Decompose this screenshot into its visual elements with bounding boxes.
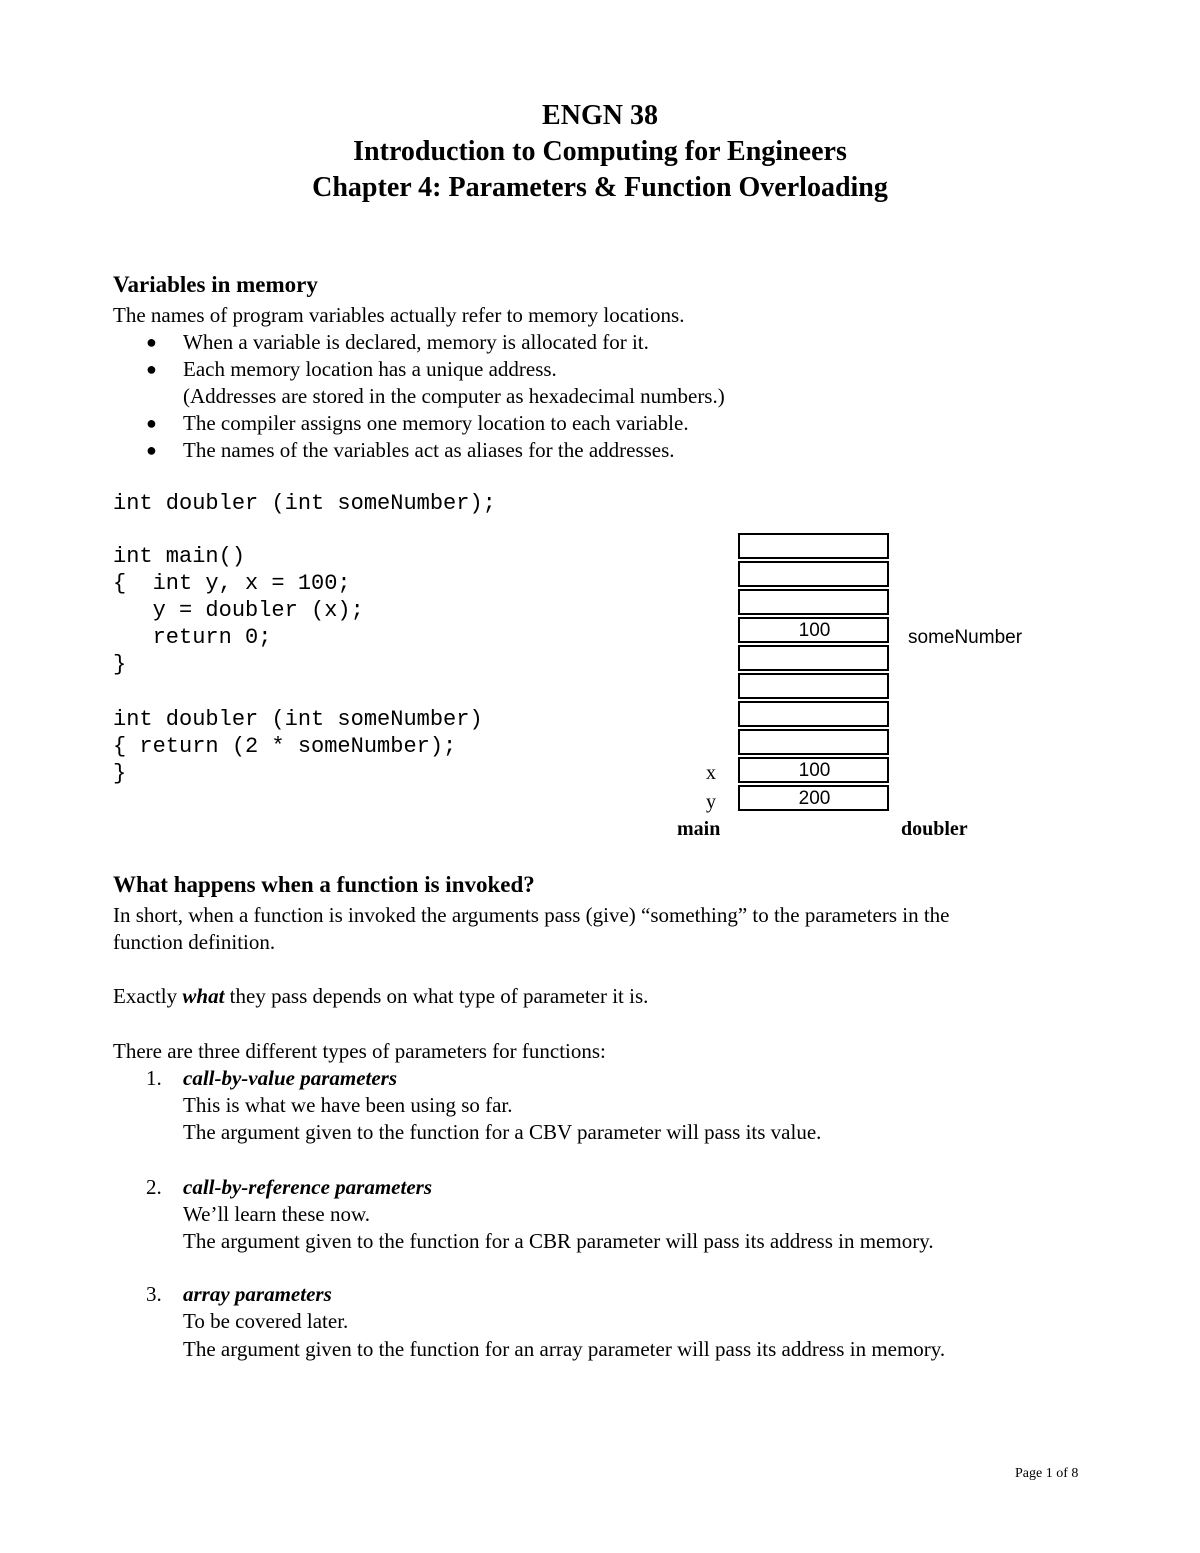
memory-cell (738, 533, 889, 559)
section2-para1: In short, when a function is invoked the arguments pass (give) “something” to the parameters in the (113, 903, 950, 927)
code-line: return 0; (113, 625, 272, 650)
section2-para2: Exactly what they pass depends on what type of parameter it is. (113, 984, 649, 1008)
code-line: int doubler (int someNumber) (113, 707, 483, 732)
list-item-line: The argument given to the function for a CBV parameter will pass its value. (183, 1120, 822, 1144)
code-line: } (113, 761, 127, 786)
list-item-line: We’ll learn these now. (183, 1202, 371, 1226)
section2-para1-cont: function definition. (113, 930, 276, 954)
section1-intro: The names of program variables actually refer to memory locations. (113, 303, 685, 327)
list-item-line: The argument given to the function for an array parameter will pass its address in memory. (183, 1337, 946, 1361)
bullet-item: When a variable is declared, memory is allocated for it. (183, 330, 649, 354)
list-number: 3. (146, 1282, 162, 1306)
bullet-item: Each memory location has a unique address. (183, 357, 557, 381)
list-item-title: call-by-value parameters (183, 1066, 398, 1090)
section-heading-invoked: What happens when a function is invoked? (113, 872, 535, 897)
bullet-icon: ● (146, 413, 157, 433)
code-line: y = doubler (x); (113, 598, 364, 623)
code-line: int main() (113, 544, 246, 569)
section2-para3: There are three different types of parameters for functions: (113, 1039, 606, 1063)
list-item-title: array parameters (183, 1282, 332, 1306)
bullet-icon: ● (146, 332, 157, 352)
main-label: main (677, 818, 721, 840)
x-label: x (706, 762, 716, 784)
code-line: { int y, x = 100; (113, 571, 351, 596)
memory-cell (738, 729, 889, 755)
memory-cell (738, 561, 889, 587)
bullet-item: The names of the variables act as aliases for the addresses. (183, 438, 675, 462)
bullet-icon: ● (146, 440, 157, 460)
memory-cell (738, 589, 889, 615)
y-cell-value: 200 (798, 788, 831, 809)
memory-cell (738, 645, 889, 671)
param-cell-value: 100 (798, 620, 831, 641)
list-item-line: The argument given to the function for a CBR parameter will pass its address in memory. (183, 1229, 934, 1253)
list-item-line: This is what we have been using so far. (183, 1093, 513, 1117)
x-cell-value: 100 (798, 760, 831, 781)
list-number: 1. (146, 1066, 162, 1090)
list-item-title: call-by-reference parameters (183, 1175, 432, 1199)
code-line: int doubler (int someNumber); (113, 491, 496, 516)
list-item-line: To be covered later. (183, 1309, 349, 1333)
section-heading-variables: Variables in memory (113, 272, 318, 297)
course-title: Introduction to Computing for Engineers (353, 136, 847, 167)
page-number: Page 1 of 8 (1015, 1466, 1079, 1481)
list-number: 2. (146, 1175, 162, 1199)
doubler-label: doubler (901, 818, 968, 840)
y-label: y (706, 791, 716, 813)
code-line: { return (2 * someNumber); (113, 734, 457, 759)
chapter-title: Chapter 4: Parameters & Function Overloading (312, 172, 888, 203)
bullet-icon: ● (146, 359, 157, 379)
bullet-item: The compiler assigns one memory location to each variable. (183, 411, 689, 435)
course-code: ENGN 38 (542, 100, 658, 131)
code-line: } (113, 652, 127, 677)
param-label: someNumber (908, 627, 1023, 648)
memory-cell (738, 701, 889, 727)
memory-cell (738, 673, 889, 699)
bullet-note: (Addresses are stored in the computer as hexadecimal numbers.) (183, 384, 725, 408)
